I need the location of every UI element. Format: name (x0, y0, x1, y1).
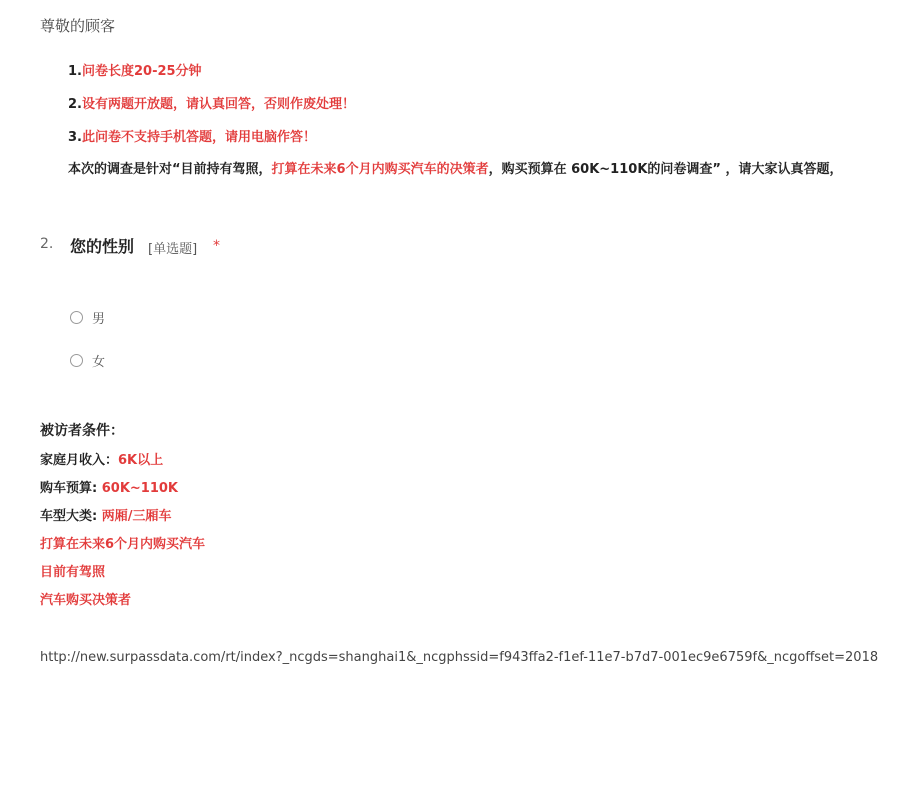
condition-car-type (40, 505, 171, 524)
condition-label: 家庭月收入： (40, 453, 119, 468)
question-title: 您的性别 (70, 237, 135, 256)
note-3 (68, 126, 316, 145)
condition-value: 两厢/三厢车 (101, 509, 172, 524)
radio-button[interactable] (70, 354, 83, 367)
note-text: 问卷长度20-25分钟 (81, 64, 202, 79)
greeting: 尊敬的顾客 (40, 17, 116, 35)
question-number: 2. (40, 236, 54, 252)
conditions-title: 被访者条件： (40, 423, 124, 439)
condition-budget (40, 477, 178, 496)
condition-label: 车型大类: (40, 509, 102, 524)
note-text: 设有两题开放题，请认真回答，否则作废处理！ (81, 97, 355, 112)
option-male[interactable] (70, 308, 105, 327)
note-number: 3. (68, 130, 82, 145)
condition-value: 6K以上 (118, 453, 164, 468)
intro-text: 本次的调查是针对“目前持有驾照， (68, 162, 272, 177)
question-type: [单选题] (148, 242, 198, 257)
condition-income (40, 449, 163, 468)
intro-text-end: ，购买预算在 60K~110K的问卷调查” ，请大家认真答题， (488, 162, 843, 177)
option-label[interactable]: 女 (92, 355, 106, 370)
condition-decision-maker: 汽车购买决策者 (40, 593, 132, 608)
radio-button[interactable] (70, 311, 83, 324)
note-number: 2. (68, 97, 82, 112)
option-label[interactable]: 男 (92, 312, 106, 327)
required-mark: * (213, 238, 220, 254)
condition-value: 60K~110K (101, 481, 179, 496)
intro-highlight: 打算在未来6个月内购买汽车的决策者 (271, 162, 489, 177)
condition-license: 目前有驾照 (40, 565, 106, 580)
note-1 (68, 60, 202, 79)
note-2 (68, 93, 355, 112)
option-female[interactable] (70, 351, 105, 370)
condition-label: 购车预算: (40, 481, 102, 496)
survey-url[interactable]: http://new.surpassdata.com/rt/index?_ncgds=shanghai1&_ncgphssid=f943ffa2-f1ef-11e7-b7d7-001ec9e6759f&_ncgoffset=2018 (40, 650, 879, 665)
survey-intro (68, 158, 842, 177)
note-number: 1. (68, 64, 82, 79)
condition-purchase-plan: 打算在未来6个月内购买汽车 (40, 537, 206, 552)
note-text: 此问卷不支持手机答题，请用电脑作答！ (81, 130, 316, 145)
